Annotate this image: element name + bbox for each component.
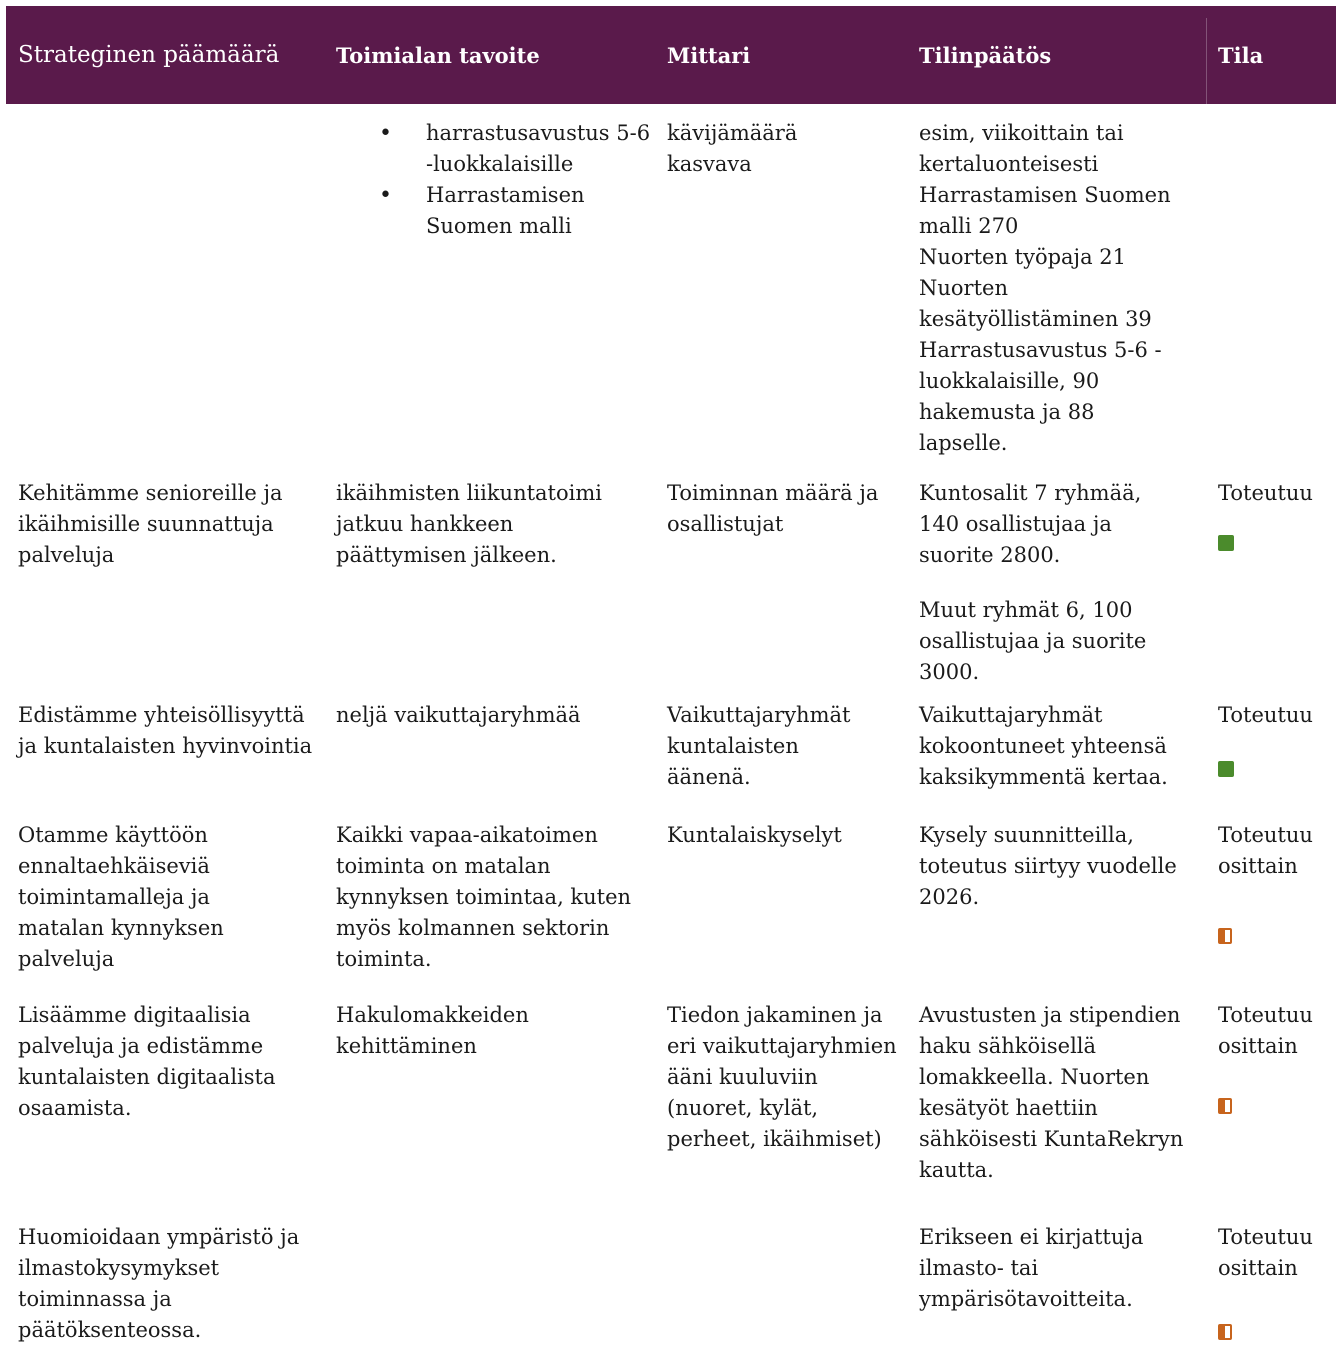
sector-goal-cell: neljä vaikuttajaryhmää — [336, 703, 581, 727]
header-metric: Mittari — [667, 42, 751, 68]
table-row — [6, 986, 1336, 1208]
header-strategic-goal: Strateginen päämäärä — [18, 42, 280, 68]
metric-cell: Vaikuttajaryhmät kuntalaisten äänenä. — [667, 703, 851, 789]
statement-line: Harrastusavustus 5-6 - — [919, 338, 1162, 362]
status-cell — [1218, 1000, 1318, 1123]
status-text: Toteutuu — [1218, 703, 1313, 727]
statement-cell — [919, 478, 1159, 688]
statement-cell: Avustusten ja stipendien haku sähköisellä lomakkeella. Nuorten kesätyöt haettiin sähköisesti KuntaRekryn kautta. — [919, 1003, 1184, 1182]
bullet-list — [331, 118, 656, 242]
status-text: Toteutuu osittain — [1218, 823, 1313, 878]
table-row — [6, 686, 1336, 806]
statement-line: Nuorten — [919, 276, 1008, 300]
statement-line: esim, viikoittain tai — [919, 121, 1124, 145]
table-header — [6, 6, 1336, 104]
half-filled-square-icon — [1218, 928, 1232, 944]
status-cell — [1218, 478, 1336, 560]
header-status: Tila — [1218, 42, 1264, 68]
list-item: • Harrastamisen Suomen malli — [331, 180, 656, 242]
status-cell — [1218, 1222, 1318, 1349]
metric-cell: Toiminnan määrä ja osallistujat — [667, 481, 879, 536]
green-square-icon — [1218, 535, 1234, 551]
strategic-goal-cell: Edistämme yhteisöllisyyttä ja kuntalaisten hyvinvointia — [18, 703, 313, 758]
statement-paragraph: Muut ryhmät 6, 100 osallistujaa ja suorite 3000. — [919, 598, 1147, 684]
statement-line: malli 270 — [919, 214, 1019, 238]
half-filled-square-icon — [1218, 1324, 1232, 1340]
status-text: Toteutuu osittain — [1218, 1225, 1313, 1280]
header-sector-goal: Toimialan tavoite — [336, 42, 540, 68]
statement-line: luokkalaisille, 90 — [919, 369, 1100, 393]
status-cell — [1218, 700, 1336, 786]
sector-goal-cell: ikäihmisten liikuntatoimi jatkuu hankkeen päättymisen jälkeen. — [336, 481, 602, 567]
table-row — [6, 464, 1336, 686]
statement-line: kesätyöllistäminen 39 — [919, 307, 1152, 331]
half-filled-square-icon — [1218, 1098, 1232, 1114]
statement-line: Harrastamisen Suomen — [919, 183, 1171, 207]
metric-cell: kävijämäärä kasvava — [667, 121, 798, 176]
statement-cell: Kysely suunnitteilla, toteutus siirtyy vuodelle 2026. — [919, 823, 1177, 909]
status-cell — [1218, 820, 1318, 953]
statement-cell: Vaikuttajaryhmät kokoontuneet yhteensä kaksikymmentä kertaa. — [919, 703, 1168, 789]
green-square-icon — [1218, 761, 1234, 777]
status-text: Toteutuu — [1218, 481, 1313, 505]
statement-line: lapselle. — [919, 431, 1008, 455]
list-item: • harrastusavustus 5-6 -luokkalaisille — [331, 118, 656, 180]
header-divider — [1206, 18, 1207, 104]
statement-cell: Erikseen ei kirjattuja ilmasto- tai ympärisötavoitteita. — [919, 1225, 1144, 1311]
metric-cell: Kuntalaiskyselyt — [667, 823, 842, 847]
strategic-goal-cell: Otamme käyttöön ennaltaehkäiseviä toimintamalleja ja matalan kynnyksen palveluja — [18, 823, 224, 971]
statement-paragraph: Kuntosalit 7 ryhmää, 140 osallistujaa ja suorite 2800. — [919, 481, 1142, 567]
status-text: Toteutuu osittain — [1218, 1003, 1313, 1058]
statement-cell — [919, 118, 1199, 459]
sector-goal-cell — [336, 118, 656, 242]
statement-line: Nuorten työpaja 21 — [919, 245, 1126, 269]
sector-goal-cell: Kaikki vapaa-aikatoimen toiminta on matalan kynnyksen toimintaa, kuten myös kolmannen sektorin toiminta. — [336, 823, 632, 971]
strategic-goal-cell: Lisäämme digitaalisia palveluja ja edistämme kuntalaisten digitaalista osaamista. — [18, 1003, 276, 1120]
strategic-goal-cell: Huomioidaan ympäristö ja ilmastokysymykset toiminnassa ja päätöksenteossa. — [18, 1225, 300, 1342]
strategy-table — [6, 6, 1336, 1348]
table-row — [6, 1208, 1336, 1348]
statement-line: hakemusta ja 88 — [919, 400, 1095, 424]
header-financial-statement: Tilinpäätös — [919, 42, 1052, 68]
strategic-goal-cell: Kehitämme senioreille ja ikäihmisille suunnattuja palveluja — [18, 481, 283, 567]
metric-cell: Tiedon jakaminen ja eri vaikuttajaryhmien ääni kuuluviin (nuoret, kylät, perheet, ikäihmiset) — [667, 1003, 897, 1151]
statement-line: kertaluonteisesti — [919, 152, 1099, 176]
table-row — [6, 806, 1336, 986]
sector-goal-cell: Hakulomakkeiden kehittäminen — [336, 1003, 529, 1058]
table-row — [6, 104, 1336, 464]
